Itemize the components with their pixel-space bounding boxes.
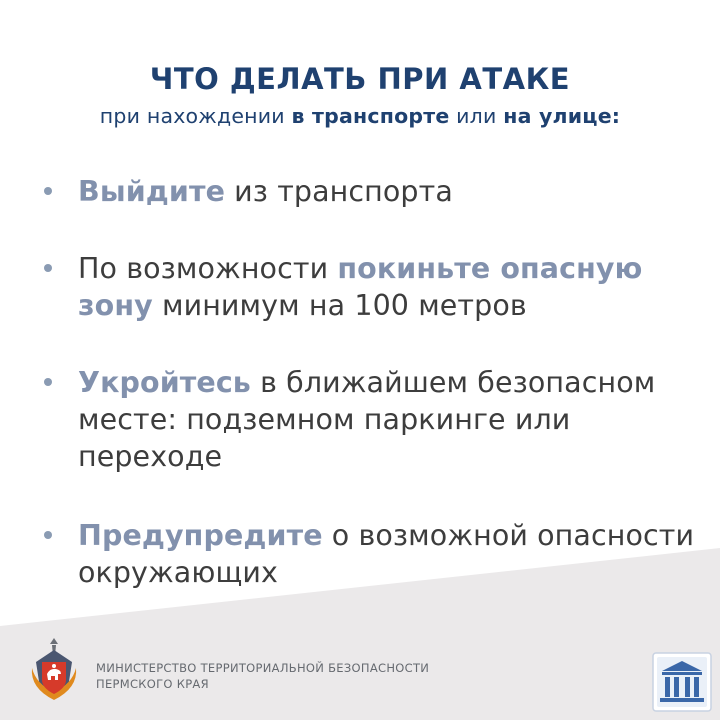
bullet-dot bbox=[44, 378, 52, 386]
pk-building-logo-icon bbox=[652, 652, 712, 712]
instruction-highlight: Выйдите bbox=[78, 175, 225, 208]
instruction-plain: По возможности bbox=[78, 252, 338, 285]
page-subtitle bbox=[0, 104, 720, 128]
ministry-line-1: МИНИСТЕРСТВО ТЕРРИТОРИАЛЬНОЙ БЕЗОПАСНОСТИ bbox=[96, 661, 430, 675]
instruction-plain: минимум на 100 метров bbox=[152, 289, 527, 322]
perm-region-emblem-icon bbox=[28, 636, 80, 702]
instruction-plain: из транспорта bbox=[225, 175, 453, 208]
subtitle-text-1: при нахождении bbox=[99, 104, 292, 128]
subtitle-text-2: или bbox=[449, 104, 504, 128]
instruction-highlight: Укройтесь bbox=[78, 366, 251, 399]
bullet-dot bbox=[44, 264, 52, 272]
subtitle-strong-1: в транспорте bbox=[291, 104, 450, 128]
instruction-text bbox=[78, 173, 708, 210]
ministry-name bbox=[96, 660, 516, 692]
instruction-text bbox=[78, 364, 708, 475]
instruction-highlight: покиньте опасную зону bbox=[78, 252, 643, 322]
instruction-highlight: Предупредите bbox=[78, 519, 323, 552]
instruction-text bbox=[78, 517, 708, 591]
subtitle-strong-2: на улице: bbox=[503, 104, 621, 128]
bullet-dot bbox=[44, 187, 52, 195]
ministry-line-2: ПЕРМСКОГО КРАЯ bbox=[96, 677, 209, 691]
instruction-text bbox=[78, 250, 708, 324]
instruction-plain: о возможной опасности окружающих bbox=[78, 519, 695, 589]
instruction-plain: в ближайшем безопасном месте: подземном паркинге или переходе bbox=[78, 366, 656, 473]
page-title: ЧТО ДЕЛАТЬ ПРИ АТАКЕ bbox=[149, 62, 571, 96]
bullet-dot bbox=[44, 531, 52, 539]
